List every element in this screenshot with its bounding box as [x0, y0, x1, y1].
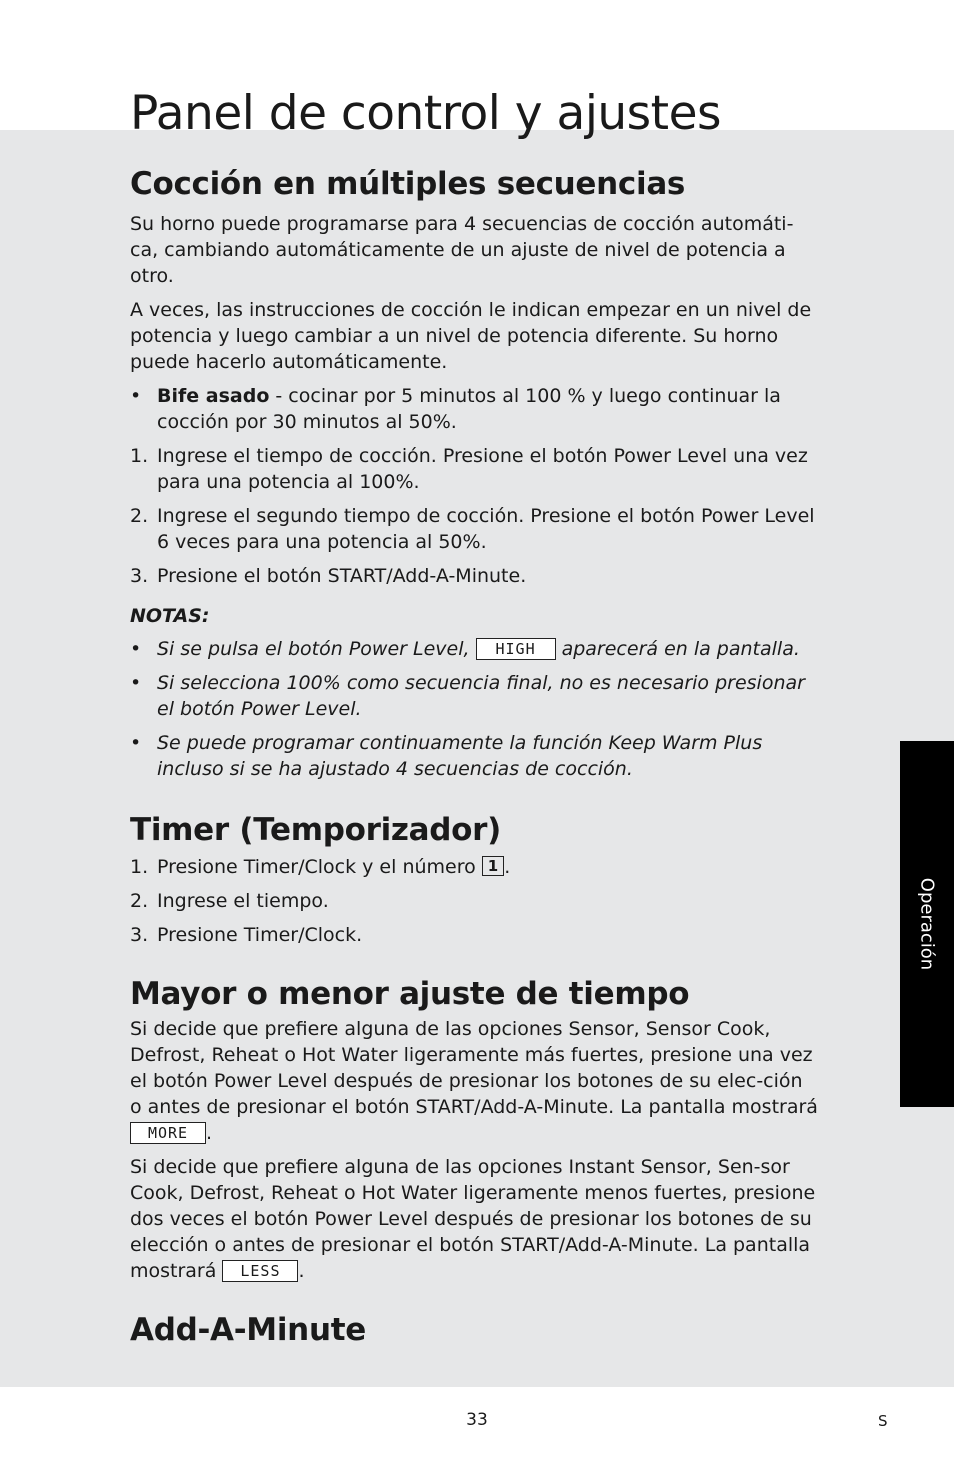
step-item	[130, 922, 820, 948]
section-time-adjust	[130, 972, 820, 1284]
heading-multi-sequence: Cocción en múltiples secuencias	[130, 166, 686, 202]
example-description: - cocinar por 5 minutos al 100 % y luego continuar la cocción por 30 minutos al 50%.	[157, 385, 781, 433]
note-text: Si selecciona 100% como secuencia final, no es necesario presionar el botón Power Level.	[157, 672, 805, 720]
bullet-marker: •	[130, 638, 142, 660]
bullet-marker: •	[130, 385, 142, 407]
bullet-marker: •	[130, 672, 142, 694]
lcd-display-less: LESS	[222, 1260, 298, 1282]
heading-time-adjust: Mayor o menor ajuste de tiempo	[130, 976, 690, 1012]
note-item	[130, 730, 820, 782]
note-item	[130, 636, 820, 662]
step-text: Ingrese el segundo tiempo de cocción. Presione el botón Power Level 6 veces para una potencia al 50%.	[157, 505, 815, 553]
paragraph-text: Si decide que prefiere alguna de las opciones Sensor, Sensor Cook, Defrost, Reheat o Hot Water ligeramente más fuertes, presione una vez el botón Power Level después de presionar los botones de su elec-ción o antes de presionar el botón START/Add-A-Minute. La pantalla mostrará	[130, 1018, 818, 1118]
step-item	[130, 854, 820, 880]
section-timer	[130, 808, 820, 948]
time-adjust-paragraph-2	[130, 1154, 820, 1284]
multi-sequence-steps	[130, 443, 820, 589]
paragraph-end: .	[206, 1122, 213, 1144]
note-text: Se puede programar continuamente la función Keep Warm Plus incluso si se ha ajustado 4 secuencias de cocción.	[157, 732, 763, 780]
page-number: 33	[466, 1410, 488, 1430]
step-text: Presione el botón START/Add-A-Minute.	[157, 565, 527, 587]
step-number: 3.	[130, 924, 149, 946]
time-adjust-paragraph-1	[130, 1016, 820, 1146]
note-text: Si se pulsa el botón Power Level,	[157, 638, 476, 660]
notes-label: NOTAS:	[130, 605, 210, 627]
step-number: 2.	[130, 890, 149, 912]
multi-sequence-paragraph-2: A veces, las instrucciones de cocción le indican empezar en un nivel de potencia y luego cambiar a un nivel de potencia diferente. Su horno puede hacerlo automáticamente.	[130, 299, 812, 373]
step-number: 2.	[130, 505, 149, 527]
step-text: Presione Timer/Clock y el número	[157, 856, 482, 878]
side-tab-operacion	[900, 741, 954, 1107]
lcd-display-high: HIGH	[476, 638, 556, 660]
step-text: Presione Timer/Clock.	[157, 924, 363, 946]
step-number: 3.	[130, 565, 149, 587]
step-text: .	[504, 856, 511, 878]
timer-steps	[130, 854, 820, 948]
heading-timer: Timer (Temporizador)	[130, 812, 502, 848]
page-title: Panel de control y ajustes	[130, 86, 722, 141]
side-tab-label: Operación	[916, 877, 938, 971]
step-number: 1.	[130, 856, 149, 878]
note-text: aparecerá en la pantalla.	[555, 638, 800, 660]
step-item	[130, 888, 820, 914]
step-item	[130, 563, 820, 589]
example-list	[130, 383, 820, 435]
bullet-marker: •	[130, 732, 142, 754]
step-text: Ingrese el tiempo.	[157, 890, 329, 912]
section-add-a-minute	[130, 1308, 820, 1352]
step-item	[130, 443, 820, 495]
lcd-display-more: MORE	[130, 1122, 206, 1144]
step-text: Ingrese el tiempo de cocción. Presione el botón Power Level una vez para una potencia al 100%.	[157, 445, 808, 493]
main-content	[130, 162, 820, 1352]
example-item	[130, 383, 820, 435]
key-1-icon: 1	[482, 856, 504, 876]
note-item	[130, 670, 820, 722]
step-number: 1.	[130, 445, 149, 467]
section-multi-sequence	[130, 162, 820, 782]
notes-list	[130, 636, 820, 782]
heading-add-a-minute: Add-A-Minute	[130, 1312, 366, 1348]
paragraph-end: .	[298, 1260, 305, 1282]
step-item	[130, 503, 820, 555]
example-label: Bife asado	[157, 385, 270, 407]
multi-sequence-paragraph-1: Su horno puede programarse para 4 secuencias de cocción automáti-ca, cambiando automáticamente de un ajuste de nivel de potencia a otro.	[130, 213, 794, 287]
language-marker: S	[878, 1412, 888, 1430]
paragraph-text: Si decide que prefiere alguna de las opciones Instant Sensor, Sen-sor Cook, Defrost, Reheat o Hot Water ligeramente menos fuertes, presione dos veces el botón Power Level después de presionar los botones de su elección o antes de presionar el botón START/Add-A-Minute. La pantalla mostrará	[130, 1156, 816, 1282]
